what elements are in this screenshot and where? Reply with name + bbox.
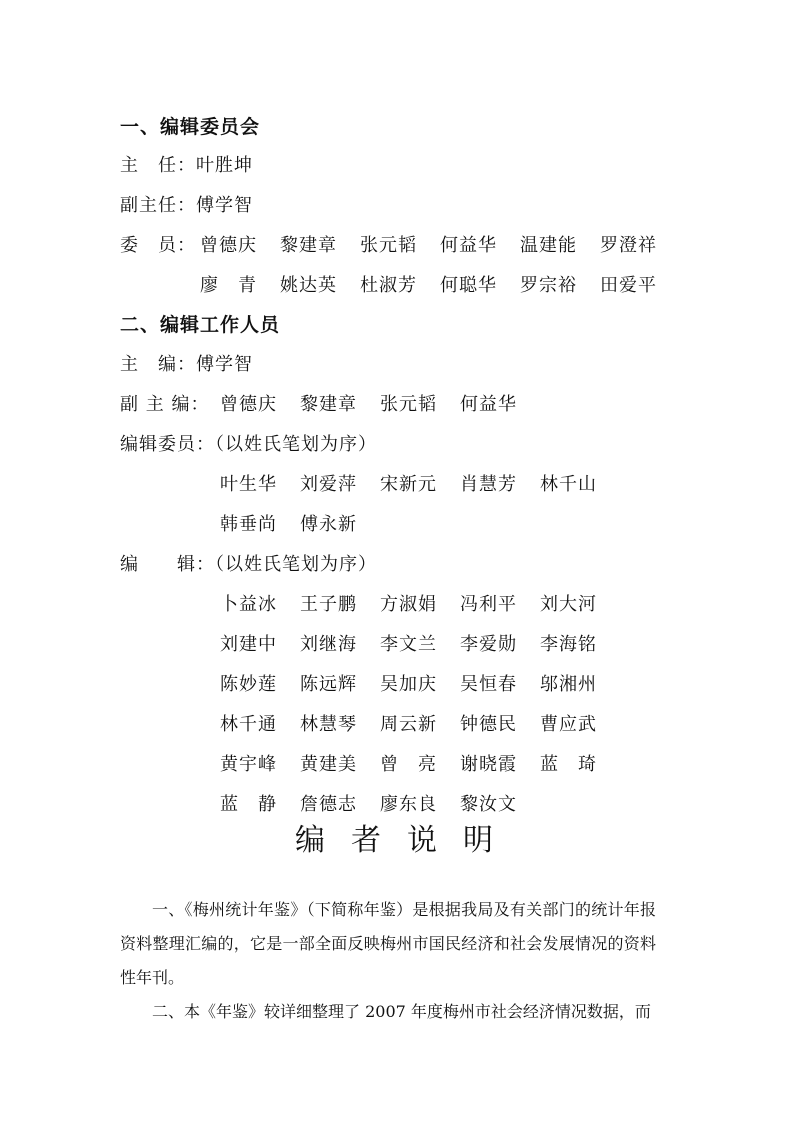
vice-director-line: 副主任：傅学智 — [120, 195, 253, 216]
explanation-title: 编者说明 — [295, 823, 519, 858]
member-name: 黎建章 — [280, 235, 337, 256]
editor-name: 曾 亮 — [380, 754, 437, 775]
editor-name: 黄建美 — [300, 754, 357, 775]
chief-editor-line: 主 编：傅学智 — [120, 354, 253, 375]
members-label: 委 员： — [120, 235, 196, 256]
explanation-body — [120, 893, 656, 1029]
member-name: 罗宗裕 — [520, 275, 577, 296]
editor-name: 黎汝文 — [460, 794, 517, 815]
editor-name: 詹德志 — [300, 794, 357, 815]
editors-row-6 — [220, 790, 540, 816]
editor-name: 林慧琴 — [300, 714, 357, 735]
member-name: 杜淑芳 — [360, 275, 417, 296]
member-name: 何聪华 — [440, 275, 497, 296]
editor-name: 李文兰 — [380, 634, 437, 655]
director-line: 主 任：叶胜坤 — [120, 155, 253, 176]
editors-row-3 — [220, 670, 620, 696]
member-name: 田爱平 — [600, 275, 657, 296]
editor-name: 钟德民 — [460, 714, 517, 735]
member-name: 罗澄祥 — [600, 235, 657, 256]
editor-name: 卜益冰 — [220, 594, 277, 615]
member-name: 曾德庆 — [200, 235, 257, 256]
editor-name: 吴加庆 — [380, 674, 437, 695]
editor-name: 曹应武 — [540, 714, 597, 735]
deputy-name: 黎建章 — [300, 394, 357, 415]
committee-name: 叶生华 — [220, 474, 277, 495]
member-name: 温建能 — [520, 235, 577, 256]
deputy-editor-label: 副 主 编： — [120, 394, 210, 415]
editor-name: 冯利平 — [460, 594, 517, 615]
committee-name: 傅永新 — [300, 514, 357, 535]
member-name: 廖 青 — [200, 275, 257, 296]
editor-name: 廖东良 — [380, 794, 437, 815]
deputy-editor-names — [220, 390, 540, 416]
member-name: 张元韬 — [360, 235, 417, 256]
committee-name: 林千山 — [540, 474, 597, 495]
editor-name: 蓝 琦 — [540, 754, 597, 775]
committee-label: 编辑委员：（以姓氏笔划为序） — [120, 434, 377, 455]
section2-heading: 二、编辑工作人员 — [120, 314, 281, 336]
committee-name: 韩垂尚 — [220, 514, 277, 535]
editor-name: 李海铭 — [540, 634, 597, 655]
editor-name: 蓝 静 — [220, 794, 277, 815]
deputy-name: 曾德庆 — [220, 394, 277, 415]
editor-name: 黄宇峰 — [220, 754, 277, 775]
members-row-1 — [200, 231, 680, 257]
editor-name: 谢晓霞 — [460, 754, 517, 775]
committee-name: 宋新元 — [380, 474, 437, 495]
explanation-paragraph-2: 二、本《年鉴》较详细整理了 2007 年度梅州市社会经济情况数据，而 — [152, 1002, 651, 1021]
deputy-name: 张元韬 — [380, 394, 437, 415]
committee-row-1 — [220, 470, 620, 496]
section1-heading: 一、编辑委员会 — [120, 116, 261, 138]
deputy-name: 何益华 — [460, 394, 517, 415]
editor-name: 林千通 — [220, 714, 277, 735]
editor-name: 陈妙莲 — [220, 674, 277, 695]
editor-name: 周云新 — [380, 714, 437, 735]
editor-name: 李爱勋 — [460, 634, 517, 655]
member-name: 何益华 — [440, 235, 497, 256]
committee-name: 刘爱萍 — [300, 474, 357, 495]
editor-name: 刘建中 — [220, 634, 277, 655]
editor-name: 王子鹏 — [300, 594, 357, 615]
members-row-2 — [200, 271, 680, 297]
member-name: 姚达英 — [280, 275, 337, 296]
editors-row-4 — [220, 710, 620, 736]
committee-name: 肖慧芳 — [460, 474, 517, 495]
committee-row-2 — [220, 510, 380, 536]
editor-name: 刘继海 — [300, 634, 357, 655]
editor-name: 方淑娟 — [380, 594, 437, 615]
editor-name: 吴恒春 — [460, 674, 517, 695]
explanation-paragraph-1: 一、《梅州统计年鉴》（下简称年鉴）是根据我局及有关部门的统计年报资料整理汇编的，它是一部全面反映梅州市国民经济和社会发展情况的资料性年刊。 — [120, 900, 656, 987]
editor-name: 刘大河 — [540, 594, 597, 615]
editors-row-1 — [220, 590, 620, 616]
editor-name: 陈远辉 — [300, 674, 357, 695]
editors-label: 编 辑：（以姓氏笔划为序） — [120, 554, 377, 575]
editor-name: 邬湘州 — [540, 674, 597, 695]
editors-row-2 — [220, 630, 620, 656]
editors-row-5 — [220, 750, 620, 776]
